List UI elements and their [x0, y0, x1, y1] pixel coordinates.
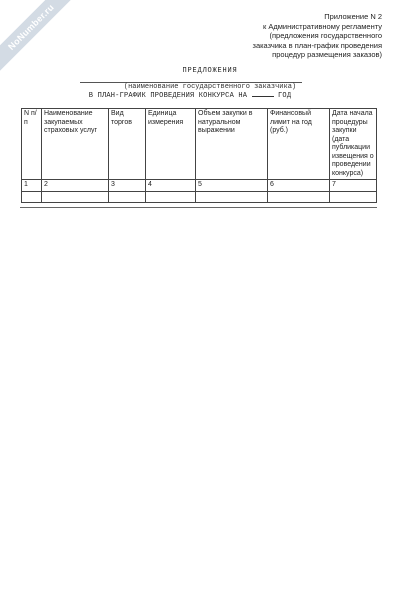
customer-name-caption: (наименование государственного заказчика) — [123, 83, 297, 91]
table-cell — [22, 191, 42, 202]
column-number-row — [22, 180, 377, 192]
header-number: N п/п — [22, 109, 42, 180]
header-service-name: Наименование закупаемых страховых услуг — [42, 109, 109, 180]
plan-year-line — [0, 92, 380, 100]
appendix-line-regulation: к Административному регламенту — [263, 21, 382, 31]
appendix-line-procedures: процедур размещения заказов) — [272, 50, 382, 59]
table-cell — [268, 191, 330, 202]
column-number: 3 — [109, 180, 146, 192]
bottom-divider — [20, 207, 377, 208]
header-financial-limit: Финансовый лимит на год (руб.) — [268, 109, 330, 180]
header-tender-type: Вид торгов — [109, 109, 146, 180]
table-cell — [330, 191, 377, 202]
table-header-row — [22, 109, 377, 180]
appendix-title: Приложение N 2 — [324, 12, 382, 21]
column-number: 7 — [330, 180, 377, 192]
column-number: 2 — [42, 180, 109, 192]
column-number: 1 — [22, 180, 42, 192]
plan-suffix: ГОД — [278, 92, 292, 100]
table-cell — [146, 191, 196, 202]
plan-prefix: В ПЛАН-ГРАФИК ПРОВЕДЕНИЯ КОНКУРСА НА — [88, 92, 248, 100]
appendix-line-proposals: (предложения государственного — [269, 31, 382, 40]
header-start-date: Дата начала процедуры закупки (дата публикации извещения о проведении конкурса) — [330, 109, 377, 180]
table-row — [22, 191, 377, 202]
appendix-line-customer: заказчика в план-график проведения — [252, 40, 382, 50]
column-number: 4 — [146, 180, 196, 192]
header-unit: Единица измерения — [146, 109, 196, 180]
table-cell — [196, 191, 268, 202]
year-blank — [252, 96, 274, 97]
table-cell — [42, 191, 109, 202]
header-volume: Объем закупки в натуральном выражении — [196, 109, 268, 180]
table-cell — [109, 191, 146, 202]
document-title: ПРЕДЛОЖЕНИЯ — [182, 67, 238, 75]
watermark-text: NoNumber.ru — [6, 2, 56, 52]
column-number: 6 — [268, 180, 330, 192]
column-number: 5 — [196, 180, 268, 192]
appendix-header — [212, 12, 382, 60]
proposals-table — [21, 108, 377, 203]
